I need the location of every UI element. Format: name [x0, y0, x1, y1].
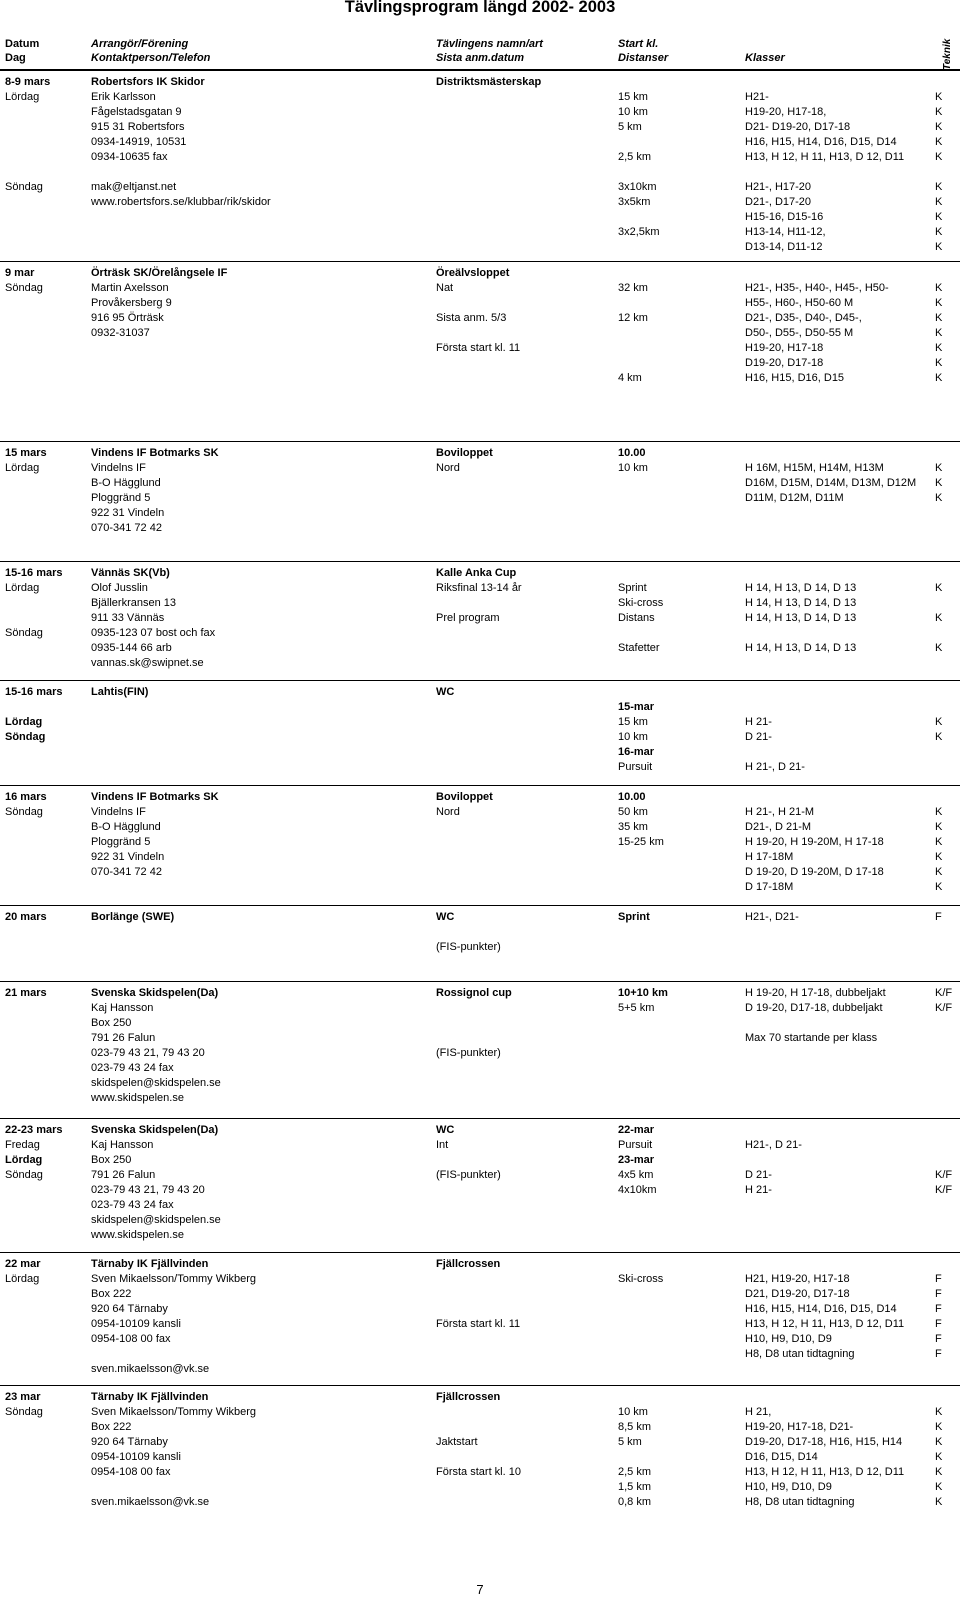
table-cell: 2,5 km	[618, 151, 652, 163]
table-cell: 10 km	[618, 462, 648, 474]
header-cell: Klasser	[745, 52, 785, 64]
table-cell: H8, D8 utan tidtagning	[745, 1348, 855, 1360]
table-cell: Tärnaby IK Fjällvinden	[91, 1258, 209, 1270]
row-divider	[0, 561, 960, 562]
table-cell: K	[935, 806, 943, 818]
header-cell: Sista anm.datum	[436, 52, 525, 64]
table-cell: H21-, H17-20	[745, 181, 812, 193]
table-cell: 023-79 43 21, 79 43 20	[91, 1184, 205, 1196]
table-cell: F	[935, 1318, 942, 1330]
table-cell: Stafetter	[618, 642, 660, 654]
table-cell: Prel program	[436, 612, 500, 624]
table-cell: 791 26 Falun	[91, 1169, 156, 1181]
table-cell: K	[935, 327, 943, 339]
table-cell: 15 mars	[5, 447, 47, 459]
table-cell: H55-, H60-, H50-60 M	[745, 297, 854, 309]
table-cell: B-O Hägglund	[91, 477, 161, 489]
table-cell: H19-20, H17-18	[745, 342, 824, 354]
table-cell: H15-16, D15-16	[745, 211, 824, 223]
table-cell: K	[935, 866, 943, 878]
table-cell: K	[935, 462, 943, 474]
table-cell: H21, H19-20, H17-18	[745, 1273, 850, 1285]
table-cell: Söndag	[5, 806, 43, 818]
table-cell: 10+10 km	[618, 987, 668, 999]
table-cell: sven.mikaelsson@vk.se	[91, 1496, 210, 1508]
table-cell: Lördag	[5, 582, 40, 594]
table-cell: WC	[436, 911, 455, 923]
table-cell: Vindelns IF	[91, 462, 146, 474]
table-cell: Tärnaby IK Fjällvinden	[91, 1391, 209, 1403]
table-cell: Lördag	[5, 462, 40, 474]
table-cell: K	[935, 1421, 943, 1433]
table-cell: 920 64 Tärnaby	[91, 1303, 168, 1315]
table-cell: 10.00	[618, 791, 646, 803]
table-cell: 0954-10109 kansli	[91, 1318, 181, 1330]
table-cell: H 21-	[745, 716, 772, 728]
table-cell: 8-9 mars	[5, 76, 51, 88]
table-cell: H 19-20, H 19-20M, H 17-18	[745, 836, 884, 848]
table-cell: www.skidspelen.se	[91, 1092, 184, 1104]
table-cell: H 19-20, H 17-18, dubbeljakt	[745, 987, 886, 999]
table-cell: H19-20, H17-18, D21-	[745, 1421, 854, 1433]
table-cell: 0934-10635 fax	[91, 151, 168, 163]
table-cell: 791 26 Falun	[91, 1032, 156, 1044]
table-cell: 12 km	[618, 312, 648, 324]
table-cell: H13, H 12, H 11, H13, D 12, D11	[745, 151, 905, 163]
table-cell: 0954-10109 kansli	[91, 1451, 181, 1463]
teknik-header: Teknik	[942, 38, 953, 70]
table-cell: 22-mar	[618, 1124, 655, 1136]
table-cell: Nord	[436, 462, 460, 474]
table-cell: 0954-108 00 fax	[91, 1333, 171, 1345]
table-cell: Ski-cross	[618, 597, 664, 609]
table-cell: Kaj Hansson	[91, 1139, 154, 1151]
table-cell: mak@eltjanst.net	[91, 181, 177, 193]
table-cell: vannas.sk@swipnet.se	[91, 657, 204, 669]
table-cell: K	[935, 241, 943, 253]
table-cell: K	[935, 121, 943, 133]
table-cell: 4x5 km	[618, 1169, 654, 1181]
table-cell: H 16M, H15M, H14M, H13M	[745, 462, 884, 474]
table-cell: Box 250	[91, 1017, 132, 1029]
table-cell: 920 64 Tärnaby	[91, 1436, 168, 1448]
table-cell: H21-	[745, 91, 769, 103]
row-divider	[0, 680, 960, 681]
table-cell: H 14, H 13, D 14, D 13	[745, 612, 857, 624]
table-cell: (FIS-punkter)	[436, 941, 501, 953]
table-cell: 922 31 Vindeln	[91, 851, 165, 863]
table-cell: H13, H 12, H 11, H13, D 12, D11	[745, 1466, 905, 1478]
table-cell: D19-20, D17-18	[745, 357, 824, 369]
table-cell: sven.mikaelsson@vk.se	[91, 1363, 210, 1375]
table-cell: www.robertsfors.se/klubbar/rik/skidor	[91, 196, 271, 208]
table-cell: F	[935, 1333, 942, 1345]
table-cell: H 21-, D 21-	[745, 761, 805, 773]
table-cell: 15 km	[618, 91, 648, 103]
table-cell: 911 33 Vännäs	[91, 612, 165, 624]
table-cell: H 14, H 13, D 14, D 13	[745, 642, 857, 654]
table-cell: Söndag	[5, 627, 43, 639]
table-cell: Fjällcrossen	[436, 1391, 501, 1403]
row-divider	[0, 441, 960, 442]
table-cell: H13, H 12, H 11, H13, D 12, D11	[745, 1318, 905, 1330]
table-cell: D21-, D35-, D40-, D45-,	[745, 312, 862, 324]
table-cell: 9 mar	[5, 267, 35, 279]
table-cell: K	[935, 357, 943, 369]
table-cell: Sista anm. 5/3	[436, 312, 507, 324]
table-cell: K	[935, 211, 943, 223]
table-cell: Olof Jusslin	[91, 582, 148, 594]
row-divider	[0, 981, 960, 982]
table-cell: Söndag	[5, 731, 46, 743]
table-cell: Provåkersberg 9	[91, 297, 172, 309]
table-cell: Sven Mikaelsson/Tommy Wikberg	[91, 1406, 257, 1418]
table-cell: K	[935, 642, 943, 654]
table-cell: H10, H9, D10, D9	[745, 1333, 832, 1345]
table-cell: K/F	[935, 1184, 953, 1196]
table-cell: Riksfinal 13-14 år	[436, 582, 522, 594]
table-cell: K	[935, 836, 943, 848]
table-cell: Borlänge (SWE)	[91, 911, 175, 923]
table-cell: K	[935, 151, 943, 163]
table-cell: H 14, H 13, D 14, D 13	[745, 582, 857, 594]
table-cell: Öreälvsloppet	[436, 267, 510, 279]
table-cell: 0935-123 07 bost och fax	[91, 627, 216, 639]
table-cell: 0932-31037	[91, 327, 150, 339]
header-cell: Start kl.	[618, 38, 659, 50]
table-cell: K	[935, 821, 943, 833]
table-cell: Första start kl. 11	[436, 342, 521, 354]
table-cell: 32 km	[618, 282, 648, 294]
table-cell: 0954-108 00 fax	[91, 1466, 171, 1478]
table-cell: 0934-14919, 10531	[91, 136, 187, 148]
table-cell: 15-16 mars	[5, 686, 63, 698]
table-cell: K	[935, 1451, 943, 1463]
table-cell: Vännäs SK(Vb)	[91, 567, 170, 579]
table-cell: 915 31 Robertsfors	[91, 121, 185, 133]
table-cell: H10, H9, D10, D9	[745, 1481, 832, 1493]
table-cell: D16, D15, D14	[745, 1451, 818, 1463]
table-cell: 0935-144 66 arb	[91, 642, 172, 654]
table-cell: 10.00	[618, 447, 646, 459]
table-cell: Söndag	[5, 1406, 43, 1418]
table-cell: Distriktsmästerskap	[436, 76, 542, 88]
table-cell: D19-20, D17-18, H16, H15, H14	[745, 1436, 903, 1448]
table-cell: K	[935, 1436, 943, 1448]
table-cell: skidspelen@skidspelen.se	[91, 1077, 221, 1089]
header-cell: Dag	[5, 52, 26, 64]
table-cell: 8,5 km	[618, 1421, 652, 1433]
table-cell: Pursuit	[618, 1139, 653, 1151]
table-cell: D21, D19-20, D17-18	[745, 1288, 850, 1300]
table-cell: K	[935, 612, 943, 624]
table-cell: B-O Hägglund	[91, 821, 161, 833]
table-cell: K	[935, 196, 943, 208]
table-cell: 4x10km	[618, 1184, 657, 1196]
table-cell: Ploggränd 5	[91, 492, 151, 504]
table-cell: K	[935, 297, 943, 309]
table-cell: D 19-20, D17-18, dubbeljakt	[745, 1002, 883, 1014]
table-cell: Första start kl. 10	[436, 1466, 521, 1478]
table-cell: Vindens IF Botmarks SK	[91, 791, 219, 803]
table-cell: 23 mar	[5, 1391, 41, 1403]
table-cell: K	[935, 1481, 943, 1493]
table-cell: K/F	[935, 1002, 953, 1014]
table-cell: Ploggränd 5	[91, 836, 151, 848]
table-cell: WC	[436, 686, 455, 698]
table-cell: H 21-, H 21-M	[745, 806, 815, 818]
table-cell: Martin Axelsson	[91, 282, 169, 294]
table-cell: H16, H15, H14, D16, D15, D14	[745, 136, 897, 148]
table-cell: Distans	[618, 612, 655, 624]
table-cell: Rossignol cup	[436, 987, 512, 999]
table-cell: Söndag	[5, 282, 43, 294]
table-cell: D 17-18M	[745, 881, 794, 893]
table-cell: 1,5 km	[618, 1481, 652, 1493]
table-cell: skidspelen@skidspelen.se	[91, 1214, 221, 1226]
table-cell: 10 km	[618, 731, 648, 743]
table-cell: 15 km	[618, 716, 648, 728]
table-cell: 16 mars	[5, 791, 47, 803]
table-cell: K	[935, 372, 943, 384]
table-cell: D11M, D12M, D11M	[745, 492, 844, 504]
table-cell: K	[935, 342, 943, 354]
table-cell: Box 222	[91, 1421, 132, 1433]
table-cell: 10 km	[618, 106, 648, 118]
table-cell: Lördag	[5, 1273, 40, 1285]
table-cell: 20 mars	[5, 911, 47, 923]
table-cell: D16M, D15M, D14M, D13M, D12M	[745, 477, 917, 489]
table-cell: 916 95 Örträsk	[91, 312, 164, 324]
table-cell: 023-79 43 24 fax	[91, 1062, 174, 1074]
table-cell: H21-, D21-	[745, 911, 799, 923]
table-cell: D 21-	[745, 1169, 772, 1181]
table-cell: K	[935, 1406, 943, 1418]
table-cell: K	[935, 716, 943, 728]
header-cell: Tävlingens namn/art	[436, 38, 543, 50]
table-cell: Sprint	[618, 911, 650, 923]
table-cell: H8, D8 utan tidtagning	[745, 1496, 855, 1508]
table-cell: D21-, D17-20	[745, 196, 812, 208]
table-cell: 22-23 mars	[5, 1124, 63, 1136]
table-cell: Nat	[436, 282, 454, 294]
table-cell: 3x10km	[618, 181, 657, 193]
header-cell: Kontaktperson/Telefon	[91, 52, 211, 64]
table-cell: 0,8 km	[618, 1496, 652, 1508]
table-cell: 15-16 mars	[5, 567, 63, 579]
table-cell: 16-mar	[618, 746, 655, 758]
table-cell: H 21,	[745, 1406, 772, 1418]
table-cell: K	[935, 477, 943, 489]
table-cell: Ski-cross	[618, 1273, 664, 1285]
row-divider	[0, 785, 960, 786]
table-cell: Kaj Hansson	[91, 1002, 154, 1014]
table-cell: Lördag	[5, 1154, 43, 1166]
table-cell: 35 km	[618, 821, 648, 833]
table-cell: WC	[436, 1124, 455, 1136]
table-cell: H13-14, H11-12,	[745, 226, 826, 238]
table-cell: D 21-	[745, 731, 772, 743]
row-divider	[0, 1118, 960, 1119]
table-cell: H19-20, H17-18,	[745, 106, 827, 118]
table-cell: (FIS-punkter)	[436, 1047, 501, 1059]
table-cell: F	[935, 911, 942, 923]
table-cell: 21 mars	[5, 987, 47, 999]
table-cell: K/F	[935, 987, 953, 999]
table-cell: 3x2,5km	[618, 226, 660, 238]
table-cell: H16, H15, D16, D15	[745, 372, 845, 384]
table-cell: Fredag	[5, 1139, 40, 1151]
table-cell: K	[935, 492, 943, 504]
table-cell: Box 222	[91, 1288, 132, 1300]
table-cell: K	[935, 282, 943, 294]
row-divider	[0, 905, 960, 906]
table-cell: 922 31 Vindeln	[91, 507, 165, 519]
table-cell: Bjällerkransen 13	[91, 597, 176, 609]
table-cell: Söndag	[5, 1169, 43, 1181]
table-cell: Vindens IF Botmarks SK	[91, 447, 219, 459]
table-cell: www.skidspelen.se	[91, 1229, 184, 1241]
table-cell: 5+5 km	[618, 1002, 655, 1014]
table-cell: Söndag	[5, 181, 43, 193]
table-cell: 5 km	[618, 121, 642, 133]
table-cell: K	[935, 312, 943, 324]
table-cell: Lördag	[5, 91, 40, 103]
table-cell: H21-, H35-, H40-, H45-, H50-	[745, 282, 889, 294]
table-cell: Kalle Anka Cup	[436, 567, 517, 579]
table-cell: (FIS-punkter)	[436, 1169, 501, 1181]
table-cell: K	[935, 136, 943, 148]
table-cell: 3x5km	[618, 196, 651, 208]
table-cell: H 21-	[745, 1184, 772, 1196]
table-cell: K	[935, 851, 943, 863]
table-cell: 023-79 43 24 fax	[91, 1199, 174, 1211]
table-cell: Svenska Skidspelen(Da)	[91, 987, 219, 999]
table-cell: F	[935, 1288, 942, 1300]
table-cell: K	[935, 181, 943, 193]
table-cell: Fågelstadsgatan 9	[91, 106, 182, 118]
table-cell: F	[935, 1348, 942, 1360]
table-cell: 22 mar	[5, 1258, 41, 1270]
table-cell: 070-341 72 42	[91, 522, 162, 534]
table-cell: Erik Karlsson	[91, 91, 156, 103]
table-cell: D13-14, D11-12	[745, 241, 823, 253]
table-cell: 50 km	[618, 806, 648, 818]
row-divider	[0, 261, 960, 262]
table-cell: 5 km	[618, 1436, 642, 1448]
table-cell: D21- D19-20, D17-18	[745, 121, 851, 133]
table-cell: D21-, D 21-M	[745, 821, 812, 833]
row-divider	[0, 69, 960, 71]
table-cell: K	[935, 881, 943, 893]
table-cell: Pursuit	[618, 761, 653, 773]
table-cell: Svenska Skidspelen(Da)	[91, 1124, 219, 1136]
table-cell: 15-25 km	[618, 836, 664, 848]
row-divider	[0, 1252, 960, 1253]
table-cell: H21-, D 21-	[745, 1139, 802, 1151]
table-cell: Första start kl. 11	[436, 1318, 521, 1330]
table-cell: Boviloppet	[436, 791, 493, 803]
table-cell: K	[935, 582, 943, 594]
table-cell: Boviloppet	[436, 447, 493, 459]
table-cell: 070-341 72 42	[91, 866, 162, 878]
table-cell: Lahtis(FIN)	[91, 686, 149, 698]
table-cell: 023-79 43 21, 79 43 20	[91, 1047, 205, 1059]
table-cell: H 17-18M	[745, 851, 794, 863]
table-cell: Int	[436, 1139, 449, 1151]
header-cell: Distanser	[618, 52, 669, 64]
table-cell: K	[935, 731, 943, 743]
table-cell: H 14, H 13, D 14, D 13	[745, 597, 857, 609]
table-cell: D 19-20, D 19-20M, D 17-18	[745, 866, 884, 878]
table-cell: K	[935, 1466, 943, 1478]
table-cell: 23-mar	[618, 1154, 655, 1166]
table-cell: Nord	[436, 806, 460, 818]
table-cell: 4 km	[618, 372, 642, 384]
table-cell: Sprint	[618, 582, 647, 594]
table-cell: Örträsk SK/Örelångsele IF	[91, 267, 228, 279]
table-cell: Sven Mikaelsson/Tommy Wikberg	[91, 1273, 257, 1285]
table-cell: K	[935, 226, 943, 238]
table-cell: 2,5 km	[618, 1466, 652, 1478]
table-cell: Fjällcrossen	[436, 1258, 501, 1270]
table-cell: K	[935, 106, 943, 118]
table-cell: H16, H15, H14, D16, D15, D14	[745, 1303, 897, 1315]
table-cell: F	[935, 1303, 942, 1315]
table-cell: 10 km	[618, 1406, 648, 1418]
table-cell: 15-mar	[618, 701, 655, 713]
page-title: Tävlingsprogram längd 2002- 2003	[344, 0, 616, 16]
row-divider	[0, 1385, 960, 1386]
table-cell: K/F	[935, 1169, 953, 1181]
table-cell: K	[935, 1496, 943, 1508]
table-cell: Lördag	[5, 716, 43, 728]
header-cell: Arrangör/Förening	[91, 38, 189, 50]
table-cell: Robertsfors IK Skidor	[91, 76, 205, 88]
table-cell: F	[935, 1273, 942, 1285]
table-cell: Max 70 startande per klass	[745, 1032, 878, 1044]
page-number: 7	[476, 1582, 484, 1597]
table-cell: Box 250	[91, 1154, 132, 1166]
table-cell: Vindelns IF	[91, 806, 146, 818]
table-cell: Jaktstart	[436, 1436, 478, 1448]
table-cell: K	[935, 91, 943, 103]
table-cell: D50-, D55-, D50-55 M	[745, 327, 854, 339]
header-cell: Datum	[5, 38, 40, 50]
